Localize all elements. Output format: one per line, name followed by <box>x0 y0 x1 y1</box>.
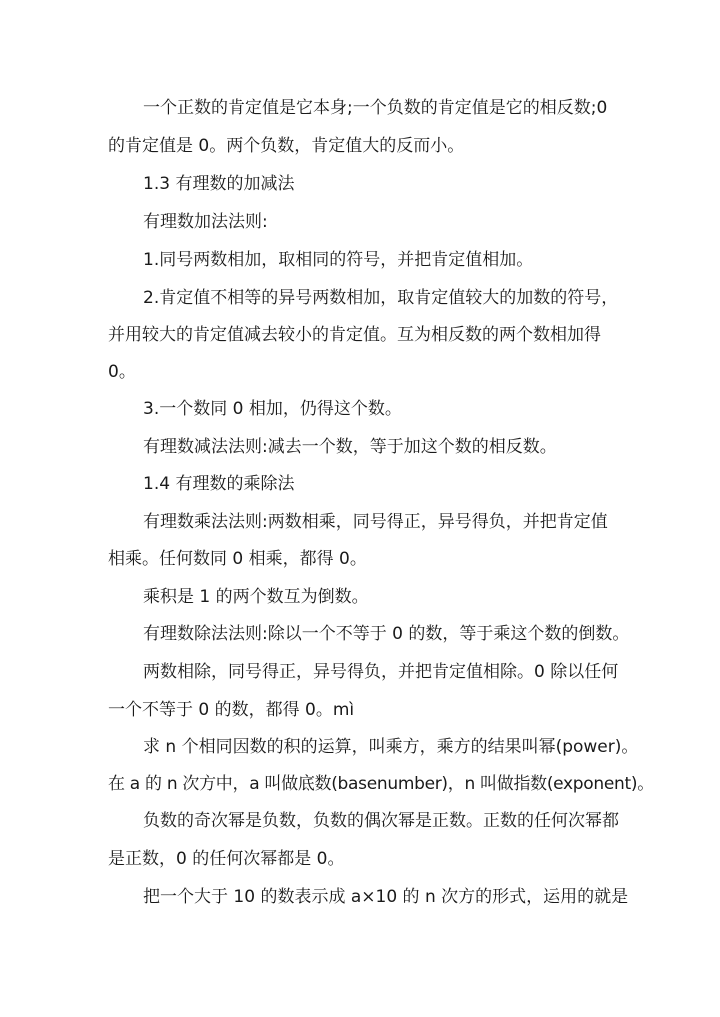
text-line: 的肯定值是 0。两个负数，肯定值大的反而小。 <box>108 136 465 156</box>
text-line: 是正数，0 的任何次幂都是 0。 <box>108 849 345 869</box>
text-line: 3.一个数同 0 相加，仍得这个数。 <box>143 399 402 419</box>
text-line: 0。 <box>108 362 136 382</box>
text-line: 相乘。任何数同 0 相乘，都得 0。 <box>108 549 367 569</box>
text-line: 一个正数的肯定值是它本身;一个负数的肯定值是它的相反数;0 <box>143 98 608 118</box>
text-line: 有理数加法法则: <box>143 212 268 232</box>
text-line: 并用较大的肯定值减去较小的肯定值。互为相反数的两个数相加得 <box>108 325 601 345</box>
text-line: 在 a 的 n 次方中，a 叫做底数(basenumber)，n 叫做指数(exponent)。 <box>108 774 654 794</box>
text-line: 1.同号两数相加，取相同的符号，并把肯定值相加。 <box>143 250 534 270</box>
section-heading: 1.3 有理数的加减法 <box>143 174 295 194</box>
text-line: 求 n 个相同因数的积的运算，叫乘方，乘方的结果叫幂(power)。 <box>143 737 639 757</box>
text-line: 把一个大于 10 的数表示成 a×10 的 n 次方的形式，运用的就是 <box>143 887 629 907</box>
text-line: 一个不等于 0 的数，都得 0。mì <box>108 700 355 720</box>
text-line: 负数的奇次幂是负数，负数的偶次幂是正数。正数的任何次幂都 <box>143 811 619 831</box>
text-line: 两数相除，同号得正，异号得负，并把肯定值相除。0 除以任何 <box>143 662 619 682</box>
text-line: 2.肯定值不相等的异号两数相加，取肯定值较大的加数的符号， <box>143 288 619 308</box>
text-line: 有理数乘法法则:两数相乘，同号得正，异号得负，并把肯定值 <box>143 512 608 532</box>
text-line: 乘积是 1 的两个数互为倒数。 <box>143 587 369 607</box>
text-line: 有理数减法法则:减去一个数，等于加这个数的相反数。 <box>143 437 557 457</box>
text-line: 有理数除法法则:除以一个不等于 0 的数，等于乘这个数的倒数。 <box>143 624 630 644</box>
section-heading: 1.4 有理数的乘除法 <box>143 474 295 494</box>
